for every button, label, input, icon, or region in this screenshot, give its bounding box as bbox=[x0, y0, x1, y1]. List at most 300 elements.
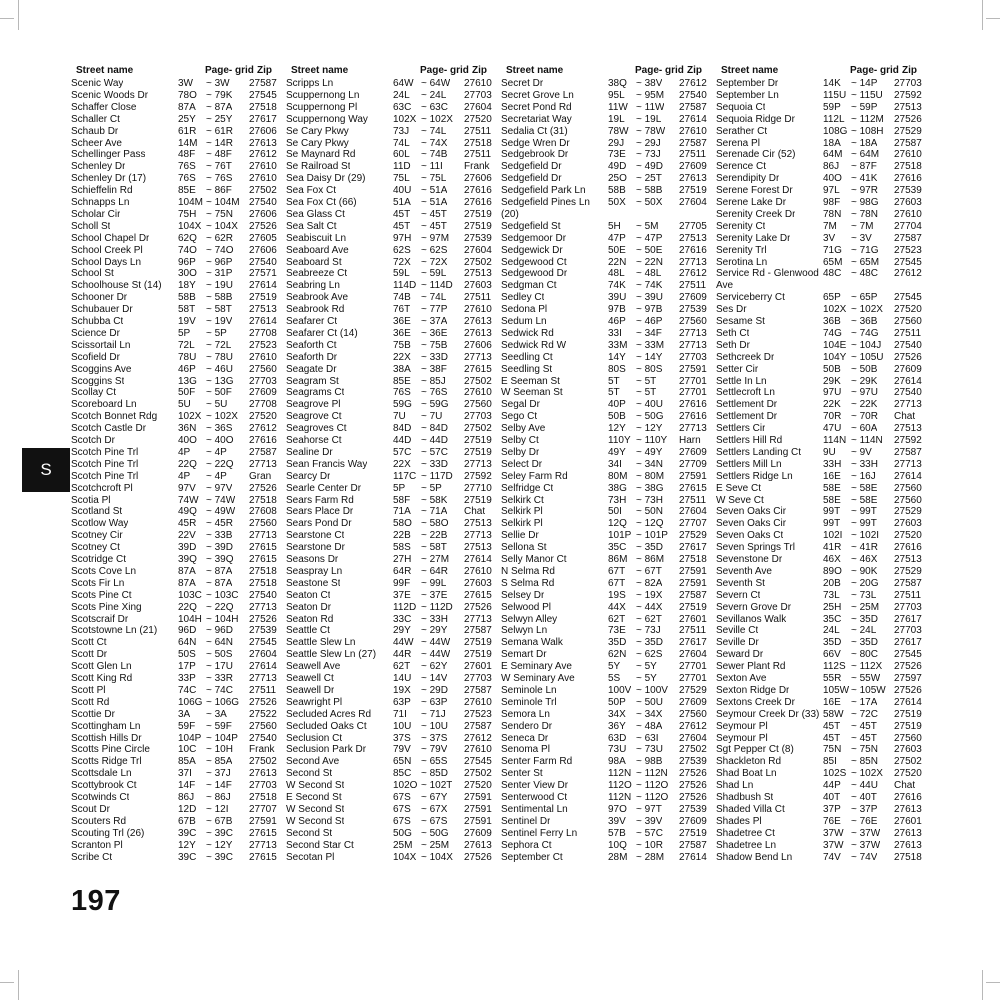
page-grid-start: 89O bbox=[823, 565, 842, 577]
street-name: Select Dr bbox=[501, 458, 543, 470]
zip-code: 27540 bbox=[249, 589, 277, 601]
page-grid-start: 72X bbox=[393, 256, 411, 268]
street-name: Scotwinds Ct bbox=[71, 792, 130, 803]
zip-code: 27614 bbox=[249, 280, 277, 292]
zip-code: 27587 bbox=[894, 577, 922, 589]
page-grid-start: 45T bbox=[393, 208, 411, 220]
zip-code: 27612 bbox=[249, 149, 277, 161]
zip-code: Harn bbox=[679, 435, 701, 446]
page-grid-end: ~ 73L bbox=[851, 589, 877, 601]
page-grid-end: ~ 33B bbox=[206, 530, 233, 542]
zip-code: 27513 bbox=[679, 232, 707, 244]
zip-code: Frank bbox=[249, 744, 275, 756]
page-grid-end: ~ 90K bbox=[851, 565, 878, 577]
page-grid-start: 74O bbox=[178, 244, 197, 256]
page-grid-start: 64R bbox=[393, 565, 412, 577]
page-grid-start: 48L bbox=[608, 268, 625, 280]
page-grid-start: 44D bbox=[393, 435, 412, 446]
page-grid-end: ~ 110Y bbox=[636, 435, 668, 446]
page-grid-start: 101P bbox=[608, 530, 632, 542]
page-grid-start: 34I bbox=[608, 458, 622, 470]
page-grid-start: 74K bbox=[608, 280, 626, 292]
street-name: Sentinel Ferry Ln bbox=[501, 827, 578, 839]
zip-code: 27615 bbox=[249, 554, 277, 565]
zip-code: 27587 bbox=[894, 137, 922, 149]
page-grid-end: ~ 28M bbox=[636, 851, 665, 863]
page-grid-end: ~ 39D bbox=[206, 542, 233, 554]
page-grid-start: 35C bbox=[823, 613, 842, 625]
page-grid-start: 39U bbox=[608, 292, 627, 304]
page-grid-start: 63D bbox=[608, 732, 627, 744]
page-grid-end: ~ 99T bbox=[851, 506, 877, 518]
page-grid-end: ~ 105U bbox=[851, 351, 884, 363]
page-grid-start: 25M bbox=[393, 839, 413, 851]
page-grid-start: 71I bbox=[393, 708, 407, 720]
zip-code: 27713 bbox=[894, 458, 922, 470]
page-grid-start: 62S bbox=[393, 244, 411, 256]
page-grid-start: 36E bbox=[393, 316, 411, 327]
street-name: Seaton Ct bbox=[286, 589, 331, 601]
page-grid-start: 50B bbox=[608, 411, 626, 423]
page-grid-end: ~ 10H bbox=[206, 744, 233, 756]
page-grid-end: ~ 106G bbox=[206, 696, 240, 708]
page-grid-start: 104X bbox=[393, 851, 417, 863]
page-grid-start: 112N bbox=[608, 768, 632, 780]
page-grid-end: ~ 12Y bbox=[636, 423, 663, 435]
page-grid-start: 86M bbox=[608, 554, 628, 565]
page-grid-start: 49Y bbox=[608, 446, 626, 458]
page-grid-start: 112L bbox=[823, 113, 845, 125]
page-grid-start: 40U bbox=[393, 185, 412, 197]
page-grid-end: ~ 73J bbox=[636, 149, 661, 161]
zip-code: 27511 bbox=[894, 327, 922, 339]
page-grid-end: ~ 104X bbox=[206, 220, 238, 232]
zip-code: Chat bbox=[894, 780, 916, 792]
street-name: Semora Ln bbox=[501, 708, 550, 720]
street-name: Senter St bbox=[501, 768, 543, 780]
zip-code: 27519 bbox=[464, 494, 492, 506]
zip-code: 27616 bbox=[894, 792, 922, 803]
page-number: 197 bbox=[71, 885, 121, 917]
page-grid-end: ~ 34N bbox=[636, 458, 663, 470]
street-name: Secret Pond Rd bbox=[501, 101, 572, 113]
page-grid-end: ~ 62R bbox=[206, 232, 233, 244]
zip-code: 27545 bbox=[464, 756, 492, 768]
zip-code: 27703 bbox=[464, 411, 492, 423]
page-grid-start: 5S bbox=[608, 673, 621, 684]
page-grid-start: 50X bbox=[608, 197, 626, 208]
page-grid-start: 11D bbox=[393, 161, 411, 173]
page-grid-start: 87A bbox=[178, 101, 196, 113]
street-name: Seaton Rd bbox=[286, 613, 334, 625]
page-grid-start: 78W bbox=[608, 125, 629, 137]
page-grid-end: ~ 67B bbox=[206, 815, 233, 827]
zip-code: 27560 bbox=[249, 363, 277, 375]
zip-code: 27526 bbox=[679, 780, 707, 792]
street-name: Searstone Ct bbox=[286, 530, 345, 542]
street-name: Sedgefield Park Ln bbox=[501, 185, 586, 197]
page-grid-end: ~ 63C bbox=[421, 101, 448, 113]
page-grid-end: ~ 75L bbox=[421, 173, 447, 185]
page-grid-end: ~ 58O bbox=[421, 518, 449, 530]
street-name: E Seve Ct bbox=[716, 482, 762, 494]
page-grid-start: 48F bbox=[178, 149, 196, 161]
page-grid-start: 25O bbox=[608, 173, 627, 185]
page-grid-start: 44W bbox=[393, 637, 414, 649]
page-grid-start: 102X bbox=[393, 113, 417, 125]
zip-code: 27591 bbox=[464, 792, 492, 803]
page-grid-start: 22Q bbox=[178, 601, 197, 613]
page-grid-end: ~ 64W bbox=[421, 78, 451, 89]
zip-code: 27518 bbox=[679, 554, 707, 565]
street-name: Sedgefield Dr bbox=[501, 161, 562, 173]
street-name: Se Maynard Rd bbox=[286, 149, 356, 161]
page-grid-start: 40T bbox=[823, 792, 841, 803]
page-grid-start: 9U bbox=[823, 446, 836, 458]
crop-mark-top-right bbox=[982, 0, 983, 30]
zip-code: 27511 bbox=[464, 292, 492, 304]
page-grid-start: 76S bbox=[393, 387, 411, 399]
zip-code: 27591 bbox=[679, 577, 707, 589]
page-grid-start: 3A bbox=[178, 708, 191, 720]
section-tab[interactable]: S bbox=[22, 448, 70, 492]
zip-code: 27609 bbox=[249, 387, 277, 399]
street-name: Serenity Lake Dr bbox=[716, 232, 791, 244]
street-name: Scuppernong Ln bbox=[286, 89, 360, 101]
zip-code: 27704 bbox=[894, 220, 922, 232]
zip-code: 27560 bbox=[894, 494, 922, 506]
page-grid-end: ~ 58B bbox=[206, 292, 233, 304]
zip-code: 27502 bbox=[464, 768, 492, 780]
page-grid-end: ~ 44D bbox=[421, 435, 448, 446]
street-name: Schieffelin Rd bbox=[71, 185, 133, 197]
page-grid-start: 66V bbox=[823, 649, 841, 661]
page-grid-start: 11W bbox=[608, 101, 628, 113]
zip-code: 27604 bbox=[464, 244, 492, 256]
page-grid-end: ~ 58T bbox=[206, 304, 232, 316]
page-grid-start: 87A bbox=[178, 577, 196, 589]
page-grid-end: ~ 62S bbox=[636, 649, 663, 661]
street-name: Scotland St bbox=[71, 506, 123, 518]
zip-code: 27617 bbox=[894, 613, 922, 625]
page-grid-start: 67S bbox=[393, 792, 411, 803]
street-name: Scots Pine Xing bbox=[71, 601, 142, 613]
page-grid-end: ~ 74C bbox=[206, 684, 233, 696]
page-grid-start: 17P bbox=[178, 661, 196, 673]
zip-code: 27601 bbox=[679, 613, 707, 625]
page-grid-end: ~ 46P bbox=[636, 316, 663, 327]
street-name: Scoggins Ave bbox=[71, 363, 132, 375]
page-grid-end: ~ 85N bbox=[851, 756, 878, 768]
zip-code: 27502 bbox=[464, 375, 492, 387]
street-name: Serviceberry Ct bbox=[716, 292, 785, 304]
page-grid-start: 85E bbox=[393, 375, 411, 387]
street-name: Shadetree Ln bbox=[716, 839, 777, 851]
page-grid-start: 64M bbox=[823, 149, 843, 161]
page-grid-end: ~ 103C bbox=[206, 589, 239, 601]
street-name: Sedley Ct bbox=[501, 292, 545, 304]
page-grid-start: 25H bbox=[823, 601, 842, 613]
zip-code: 27526 bbox=[249, 613, 277, 625]
page-grid-start: 75N bbox=[823, 744, 842, 756]
street-name: Seedling St bbox=[501, 363, 553, 375]
zip-code: 27560 bbox=[464, 399, 492, 411]
street-name: Semana Walk bbox=[501, 637, 563, 649]
page-grid-start: 47U bbox=[823, 423, 842, 435]
street-name: Scout Dr bbox=[71, 803, 110, 815]
page-grid-end: ~ 46X bbox=[851, 554, 878, 565]
street-name: Second Ave bbox=[286, 756, 340, 768]
page-grid-end: ~ 36E bbox=[421, 327, 448, 339]
page-grid-end: ~ 29K bbox=[851, 375, 878, 387]
page-grid-start: 65P bbox=[823, 292, 841, 304]
page-grid-start: 62T bbox=[608, 613, 626, 625]
zip-code: 27603 bbox=[894, 197, 922, 208]
page-grid-end: ~ 48F bbox=[206, 149, 232, 161]
page-grid-end: ~ 112O bbox=[636, 792, 669, 803]
street-name: Sedum Ln bbox=[501, 316, 547, 327]
street-name: E Second St bbox=[286, 792, 342, 803]
page-grid-start: 58S bbox=[393, 542, 411, 554]
page-grid-start: 57C bbox=[393, 446, 412, 458]
zip-code: 27502 bbox=[464, 256, 492, 268]
zip-code: 27587 bbox=[464, 720, 492, 732]
page-grid-start: 50E bbox=[608, 244, 626, 256]
zip-code: 27526 bbox=[894, 113, 922, 125]
street-name: Schooner Dr bbox=[71, 292, 128, 304]
page-grid-start: 29J bbox=[608, 137, 625, 149]
zip-code: 27520 bbox=[464, 780, 492, 792]
page-grid-end: ~ 45R bbox=[206, 518, 233, 530]
zip-code: 27705 bbox=[679, 220, 707, 232]
page-grid-start: 97H bbox=[393, 232, 412, 244]
street-name: S Selma Rd bbox=[501, 577, 555, 589]
street-name: Scots Fir Ln bbox=[71, 577, 125, 589]
page-grid-end: ~ 39V bbox=[636, 815, 663, 827]
zip-code: 27523 bbox=[464, 708, 492, 720]
street-name: Sephora Ct bbox=[501, 839, 552, 851]
zip-code: 27617 bbox=[679, 542, 707, 554]
zip-code: 27612 bbox=[679, 78, 707, 89]
zip-code: 27616 bbox=[894, 173, 922, 185]
street-name: Serotina Ln bbox=[716, 256, 768, 268]
page-grid-start: 99T bbox=[823, 506, 841, 518]
street-name: Seasons Dr bbox=[286, 554, 339, 565]
street-name: Scuppernong Pl bbox=[286, 101, 358, 113]
zip-code: 27613 bbox=[894, 839, 922, 851]
page-grid-end: ~ 86M bbox=[636, 554, 665, 565]
page-grid-start: 44R bbox=[393, 649, 412, 661]
page-grid-start: 63C bbox=[393, 101, 412, 113]
page-grid-end: ~ 31P bbox=[206, 268, 233, 280]
street-name: Sedgewood Ct bbox=[501, 256, 567, 268]
page-grid-start: 58W bbox=[823, 708, 844, 720]
street-name: Sedgefield Pines Ln bbox=[501, 197, 590, 208]
page-grid-end: ~ 74G bbox=[851, 327, 879, 339]
page-grid-start: 76S bbox=[178, 161, 196, 173]
zip-code: 27609 bbox=[679, 446, 707, 458]
page-grid-end: ~ 80C bbox=[851, 649, 878, 661]
street-name: Sextons Creek Dr bbox=[716, 696, 795, 708]
zip-code: 27610 bbox=[464, 565, 492, 577]
street-name: E Seeman St bbox=[501, 375, 560, 387]
page-grid-end: ~ 35D bbox=[636, 637, 663, 649]
page-grid-end: ~ 40U bbox=[636, 399, 663, 411]
page-grid-start: 29K bbox=[823, 375, 841, 387]
zip-code: 27610 bbox=[894, 208, 922, 220]
page-grid-start: 37E bbox=[393, 589, 411, 601]
page-grid-end: ~ 72X bbox=[421, 256, 448, 268]
page-grid-start: 78O bbox=[178, 89, 197, 101]
page-grid-end: ~ 67S bbox=[421, 815, 448, 827]
zip-code: 27529 bbox=[679, 530, 707, 542]
street-name: Scouters Rd bbox=[71, 815, 127, 827]
street-name: Sealine Dr bbox=[286, 446, 333, 458]
street-name: Sexton Ave bbox=[716, 673, 767, 684]
street-name: Scotch Castle Dr bbox=[71, 423, 147, 435]
column-header-name: Street name bbox=[291, 65, 349, 76]
street-name: Selby Ct bbox=[501, 435, 539, 446]
zip-code: 27701 bbox=[679, 673, 707, 684]
street-name: Schubba Ct bbox=[71, 316, 124, 327]
page-grid-start: 102X bbox=[178, 411, 202, 423]
street-name: Scotney Ct bbox=[71, 542, 120, 554]
zip-code: 27610 bbox=[464, 387, 492, 399]
page-grid-end: ~ 84D bbox=[421, 423, 448, 435]
street-name: Scott Dr bbox=[71, 649, 108, 661]
page-grid-start: 71A bbox=[393, 506, 411, 518]
page-grid-start: 3W bbox=[178, 78, 193, 89]
page-grid-end: ~ 50G bbox=[421, 827, 449, 839]
street-name: Serendipity Dr bbox=[716, 173, 780, 185]
street-name: Schenley Dr bbox=[71, 161, 126, 173]
page-grid-end: ~ 37W bbox=[851, 839, 881, 851]
zip-code: 27519 bbox=[464, 220, 492, 232]
zip-code: 27713 bbox=[464, 613, 492, 625]
page-grid-start: 96D bbox=[178, 625, 197, 637]
page-grid-start: 104H bbox=[178, 613, 202, 625]
page-grid-start: 85C bbox=[393, 768, 412, 780]
page-grid-end: ~ 12Y bbox=[206, 839, 233, 851]
page-grid-start: 74V bbox=[823, 851, 841, 863]
street-name: Seville Dr bbox=[716, 637, 759, 649]
page-grid-start: 22B bbox=[393, 530, 411, 542]
zip-code: 27540 bbox=[249, 256, 277, 268]
zip-code: 27523 bbox=[894, 244, 922, 256]
zip-code: 27613 bbox=[464, 839, 492, 851]
zip-code: 27606 bbox=[464, 173, 492, 185]
street-name: Settle In Ln bbox=[716, 375, 767, 387]
street-name: Sexton Ridge Dr bbox=[716, 684, 790, 696]
zip-code: 27511 bbox=[679, 280, 707, 292]
page-grid-end: ~ 64N bbox=[206, 637, 233, 649]
street-name: Sequoia Ridge Dr bbox=[716, 113, 795, 125]
page-grid-end: ~ 97V bbox=[206, 482, 233, 494]
zip-code: 27709 bbox=[679, 458, 707, 470]
page-grid-start: 29Y bbox=[393, 625, 411, 637]
zip-code: 27597 bbox=[894, 673, 922, 684]
page-grid-end: ~ 20G bbox=[851, 577, 879, 589]
page-grid-start: 36Y bbox=[608, 720, 626, 732]
zip-code: 27617 bbox=[894, 637, 922, 649]
zip-code: 27518 bbox=[249, 565, 277, 577]
page-grid-start: 5Y bbox=[608, 661, 621, 673]
zip-code: 27529 bbox=[679, 684, 707, 696]
page-grid-end: ~ 98B bbox=[636, 756, 663, 768]
street-name: Second St bbox=[286, 768, 333, 780]
zip-code: 27539 bbox=[464, 232, 492, 244]
street-name: Scripps Ln bbox=[286, 78, 334, 89]
zip-code: 27519 bbox=[679, 185, 707, 197]
zip-code: 27502 bbox=[249, 756, 277, 768]
zip-code: 27609 bbox=[464, 827, 492, 839]
page-grid-end: ~ 33H bbox=[851, 458, 878, 470]
street-name: Scissortail Ln bbox=[71, 339, 131, 351]
page-grid-start: 39Q bbox=[178, 554, 197, 565]
page-grid-end: ~ 75N bbox=[851, 744, 878, 756]
page-grid-start: 45T bbox=[823, 720, 841, 732]
page-grid-start: 5T bbox=[608, 387, 620, 399]
street-name: Shadetree Ct bbox=[716, 827, 775, 839]
zip-code: 27545 bbox=[249, 637, 277, 649]
zip-code: 27526 bbox=[894, 661, 922, 673]
zip-code: 27511 bbox=[679, 149, 707, 161]
page-grid-start: 85I bbox=[823, 756, 837, 768]
street-name: Seawell Ave bbox=[286, 661, 341, 673]
page-grid-end: ~ 112O bbox=[636, 780, 669, 792]
street-name: Seedling Ct bbox=[501, 351, 553, 363]
zip-code: 27511 bbox=[464, 125, 492, 137]
zip-code: 27571 bbox=[249, 268, 277, 280]
page-grid-start: 106G bbox=[178, 696, 203, 708]
street-name: Sea Fox Ct (66) bbox=[286, 197, 357, 208]
page-grid-end: ~ 75B bbox=[421, 339, 448, 351]
street-name: Schaub Dr bbox=[71, 125, 119, 137]
street-name: Sentinel Dr bbox=[501, 815, 551, 827]
street-name: Shadow Bend Ln bbox=[716, 851, 793, 863]
page-grid-end: ~ 7M bbox=[851, 220, 874, 232]
street-name: Scottingham Ln bbox=[71, 720, 141, 732]
page-grid-start: 104E bbox=[823, 339, 847, 351]
page-grid-end: ~ 45T bbox=[421, 220, 447, 232]
zip-code: 27703 bbox=[249, 780, 277, 792]
page-grid-end: ~ 82A bbox=[636, 577, 663, 589]
page-grid-end: ~ 104P bbox=[206, 732, 238, 744]
page-grid-start: 105W bbox=[823, 684, 850, 696]
page-grid-end: ~ 62Y bbox=[421, 661, 448, 673]
zip-code: 27587 bbox=[679, 137, 707, 149]
zip-code: 27560 bbox=[894, 732, 922, 744]
zip-code: 27603 bbox=[464, 280, 492, 292]
page-grid-start: 35D bbox=[608, 637, 627, 649]
page-grid-start: 50F bbox=[178, 387, 196, 399]
page-grid-start: 16E bbox=[823, 470, 841, 482]
street-name: Sego Ct bbox=[501, 411, 538, 423]
street-name: Shaded Villa Ct bbox=[716, 803, 785, 815]
zip-code: 27560 bbox=[894, 316, 922, 327]
page-grid-end: ~ 85J bbox=[421, 375, 446, 387]
zip-code: 27513 bbox=[894, 423, 922, 435]
page-grid-start: 75H bbox=[178, 208, 197, 220]
street-name: Scholl St bbox=[71, 220, 111, 232]
street-name: Sedgebrook Dr bbox=[501, 149, 569, 161]
page-grid-start: 114N bbox=[823, 435, 847, 446]
street-name: Scotts Pine Circle bbox=[71, 744, 150, 756]
page-grid-end: ~ 33H bbox=[421, 613, 448, 625]
zip-code: 27587 bbox=[894, 232, 922, 244]
column-header-page-grid: Page- grid bbox=[420, 65, 469, 76]
zip-code: 27613 bbox=[464, 316, 492, 327]
